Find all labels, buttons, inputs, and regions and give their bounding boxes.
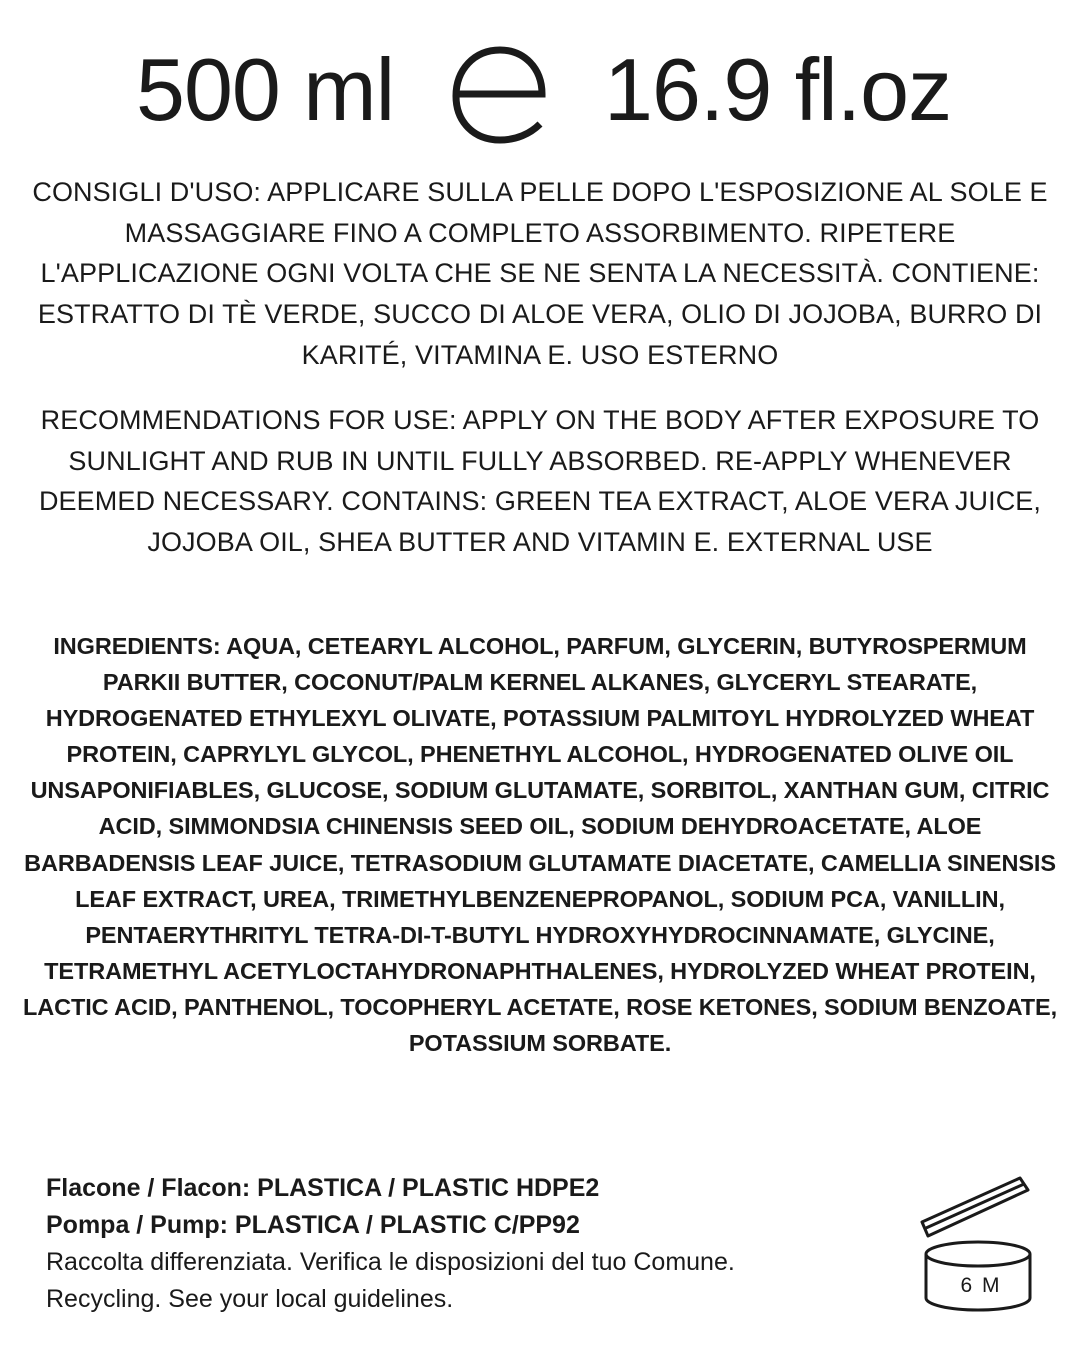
estimated-sign-icon bbox=[438, 42, 562, 146]
usage-instructions-english: RECOMMENDATIONS FOR USE: APPLY ON THE BODY AFTER EXPOSURE TO SUNLIGHT AND RUB IN UNTIL FULLY ABSORBED. RE-APPLY WHENEVER DEEMED NECESSARY. CONTAINS: GREEN TEA EXTRACT, ALOE VERA JUICE, JOJOBA OIL, SHEA BUTTER AND VITAMIN E. EXTERNAL USE bbox=[38, 405, 1042, 558]
recycling-info bbox=[46, 1170, 906, 1318]
volume-header bbox=[0, 42, 1080, 142]
period-after-opening-label: 6 M bbox=[960, 1274, 1002, 1297]
usage-instructions-italian: CONSIGLI D'USO: APPLICARE SULLA PELLE DOPO L'ESPOSIZIONE AL SOLE E MASSAGGIARE FINO A COMPLETO ASSORBIMENTO. RIPETERE L'APPLICAZIONE OGNI VOLTA CHE SE NE SENTA LA NECESSITÀ. CONTIENE: ESTRATTO DI TÈ VERDE, SUCCO DI ALOE VERA, OLIO DI JOJOBA, BURRO DI KARITÉ, VITAMINA E. USO ESTERNO bbox=[32, 177, 1048, 370]
volume-imperial: 16.9 fl.oz bbox=[604, 40, 952, 139]
recycling-note-italian: Raccolta differenziata. Verifica le disposizioni del tuo Comune. bbox=[46, 1248, 735, 1276]
pump-material: Pompa / Pump: PLASTICA / PLASTIC C/PP92 bbox=[46, 1211, 580, 1239]
bottle-material: Flacone / Flacon: PLASTICA / PLASTIC HDPE2 bbox=[46, 1174, 600, 1202]
ingredients-list: INGREDIENTS: AQUA, CETEARYL ALCOHOL, PARFUM, GLYCERIN, BUTYROSPERMUM PARKII BUTTER, COCONUT/PALM KERNEL ALKANES, GLYCERYL STEARATE, HYDROGENATED ETHYLEXYL OLIVATE, POTASSIUM PALMITOYL HYDROLYZED WHEAT PROTEIN, CAPRYLYL GLYCOL, PHENETHYL ALCOHOL, HYDROGENATED OLIVE OIL UNSAPONIFIABLES, GLUCOSE, SODIUM GLUTAMATE, SORBITOL, XANTHAN GUM, CITRIC ACID, SIMMONDSIA CHINENSIS SEED OIL, SODIUM DEHYDROACETATE, ALOE BARBADENSIS LEAF JUICE, TETRASODIUM GLUTAMATE DIACETATE, CAMELLIA SINENSIS LEAF EXTRACT, UREA, TRIMETHYLBENZENEPROPANOL, SODIUM PCA, VANILLIN, PENTAERYTHRITYL TETRA-DI-T-BUTYL HYDROXYHYDROCINNAMATE, GLYCINE, TETRAMETHYL ACETYLOCTAHYDRONAPHTHALENES, HYDROLYZED WHEAT PROTEIN, LACTIC ACID, PANTHENOL, TOCOPHERYL ACETATE, ROSE KETONES, SODIUM BENZOATE, POTASSIUM SORBATE. bbox=[22, 633, 1058, 1057]
period-after-opening bbox=[916, 1170, 1046, 1320]
volume-metric: 500 ml bbox=[136, 40, 395, 139]
recycling-note-english: Recycling. See your local guidelines. bbox=[46, 1285, 454, 1313]
